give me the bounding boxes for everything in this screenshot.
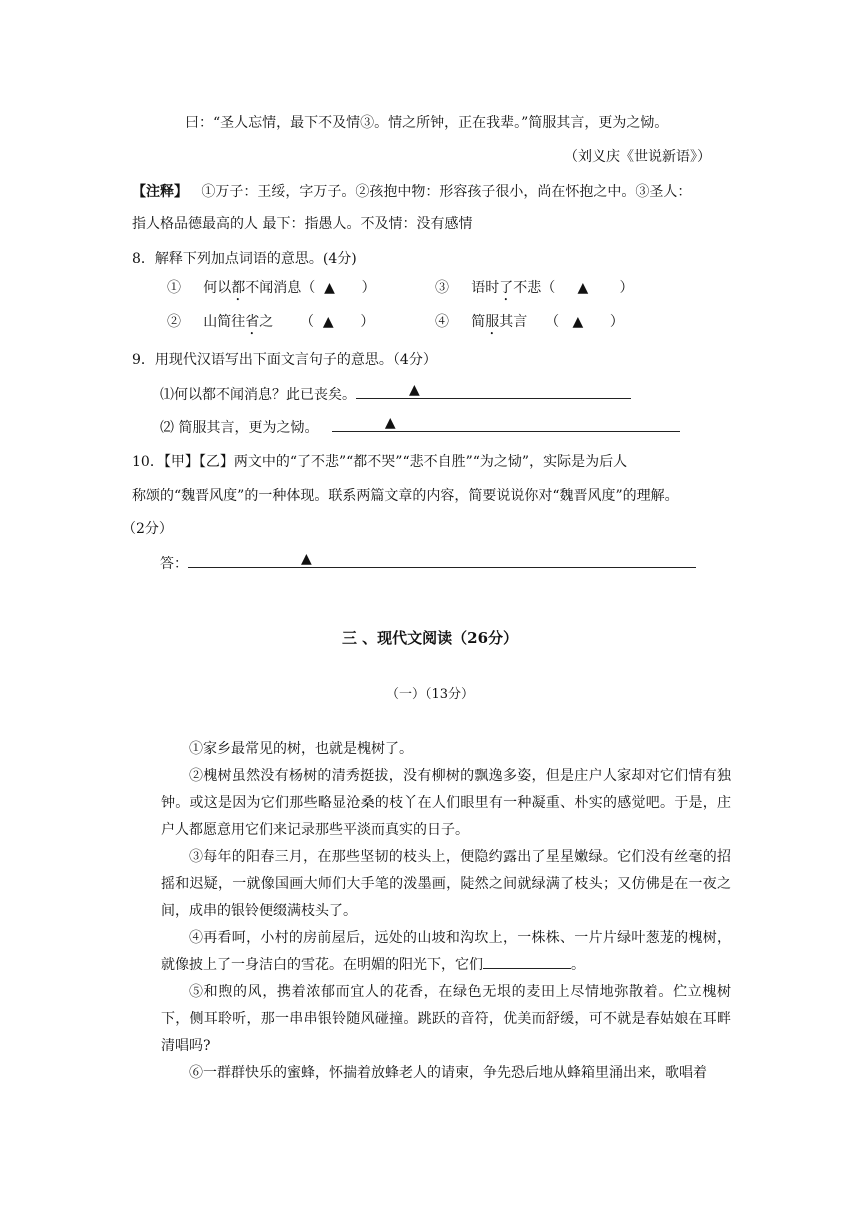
answer-marker: ▲ <box>322 314 334 330</box>
emphasis-word: 了 <box>499 280 514 296</box>
note-label: 【注释】 <box>132 184 188 200</box>
q10-line-1: 10．【甲】【乙】两文中的“了不悲”“都不哭”“悲不自胜”“为之恸”，实际是为后人 <box>132 454 628 470</box>
answer-marker: ▲ <box>384 415 396 431</box>
q10-line-2: 称颂的“魏晋风度”的一种体现。联系两篇文章的内容，简要说说你对“魏晋风度”的理解。 <box>132 488 679 504</box>
passage-paragraph-1: ①家乡最常见的树，也就是槐树了。 <box>189 741 413 757</box>
passage-paragraph-5: ⑤和煦的风，携着浓郁而宜人的花香，在绿色无垠的麦田上尽情地弥散着。伫立槐树下，侧耳聆听，那一串串银铃随风碰撞。跳跃的音符，优美而舒缓，可不就是春姑娘在耳畔清唱吗? <box>161 984 731 1054</box>
q8-stem: 8．解释下列加点词语的意思。(4分) <box>132 251 357 267</box>
note-line-2: 指人格品德最高的人 最下：指愚人。不及情：没有感情 <box>132 216 473 232</box>
section-title: 三 、现代文阅读（26分） <box>341 629 519 647</box>
q8-item-4: ④ 简服其言 （ ▲ ） <box>435 314 624 330</box>
q9-sentence-1: ⑴何以都不闻消息？此已丧矣。 ▲ <box>160 384 631 404</box>
q9-stem: 9．用现代汉语写出下面文言句子的意思。（4分） <box>132 352 437 368</box>
answer-marker: ▲ <box>324 280 335 296</box>
q10-answer: 答： ▲ <box>160 553 696 573</box>
q8-item-2: ② 山简往省之 （ ▲ ） <box>167 314 375 330</box>
source-citation: （刘义庆《世说新语》） <box>564 149 711 165</box>
fill-in-blank[interactable] <box>483 954 571 969</box>
answer-line[interactable] <box>188 553 696 568</box>
passage-paragraph-3: ③每年的阳春三月，在那些坚韧的枝头上，便隐约露出了星星嫩绿。它们没有丝毫的招摇和迟疑，一就像国画大师们大手笔的泼墨画，陡然之间就绿满了枝头；又仿佛是在一夜之间，成串的银铃便缀满枝头了。 <box>161 849 731 919</box>
quote-line: 曰：“圣人忘情，最下不及情③。情之所钟，正在我辈。”简服其言，更为之恸。 <box>185 115 669 131</box>
q8-item-1: ① 何以都不闻消息（ ▲ ） <box>167 280 376 296</box>
answer-marker: ▲ <box>572 314 584 330</box>
passage-paragraph-6: ⑥一群群快乐的蜜蜂，怀揣着放蜂老人的请柬，争先恐后地从蜂箱里涌出来，歌唱着 <box>189 1065 707 1081</box>
answer-line[interactable] <box>356 384 631 399</box>
passage-paragraph-4: ④再看呵，小村的房前屋后，远处的山坡和沟坎上，一株株、一片片绿叶葱茏的槐树，就像披上了一身洁白的雪花。在明媚的阳光下，它们 。 <box>161 930 731 973</box>
emphasis-word: 都 <box>231 280 246 296</box>
answer-marker: ▲ <box>409 382 420 398</box>
emphasis-word: 省 <box>245 314 260 330</box>
note-line-1 <box>132 181 691 201</box>
q8-item-3: ③ 语时了不悲（ ▲ ） <box>435 280 634 296</box>
q9-sentence-2: ⑵ 简服其言，更为之恸。 ▲ <box>160 417 680 437</box>
note-text-1: ①万子：王绥，字万子。②孩抱中物：形容孩子很小，尚在怀抱之中。③圣人： <box>201 184 692 200</box>
section-subtitle: （一）（13分） <box>385 687 475 702</box>
answer-line[interactable] <box>332 417 680 432</box>
emphasis-word: 服 <box>485 314 500 330</box>
answer-marker: ▲ <box>577 280 589 296</box>
q10-line-3: （2分） <box>122 521 173 537</box>
passage-paragraph-2: ②槐树虽然没有杨树的清秀挺拔，没有柳树的飘逸多姿，但是庄户人家却对它们情有独钟。或这是因为它们那些略显沧桑的枝丫在人们眼里有一种凝重、朴实的感觉吧。于是，庄户人都愿意用它们来记录那些平淡而真实的日子。 <box>161 768 731 838</box>
answer-marker: ▲ <box>301 551 312 567</box>
